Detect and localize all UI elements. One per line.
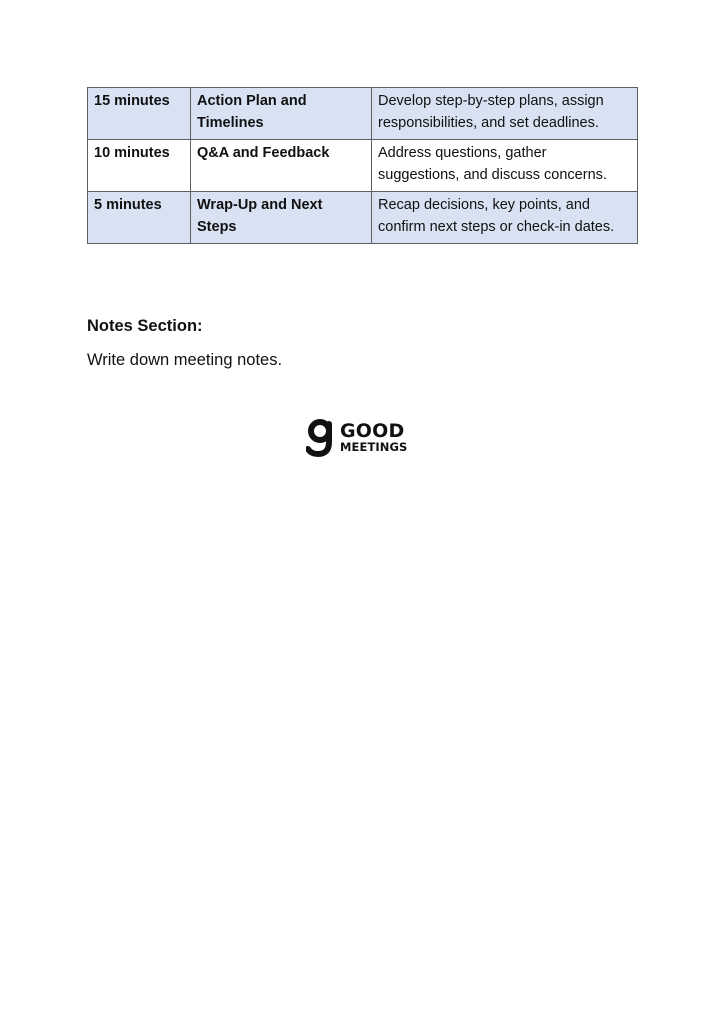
description-cell: Address questions, gather suggestions, and discuss concerns. — [372, 140, 638, 192]
topic-cell: Q&A and Feedback — [191, 140, 372, 192]
notes-heading: Notes Section: — [87, 317, 203, 335]
table-row — [88, 88, 638, 140]
time-cell: 10 minutes — [88, 140, 191, 192]
good-meetings-logo — [306, 418, 421, 458]
description-cell: Recap decisions, key points, and confirm next steps or check-in dates. — [372, 192, 638, 244]
topic-cell: Action Plan and Timelines — [191, 88, 372, 140]
agenda-table — [87, 87, 638, 244]
table-row — [88, 140, 638, 192]
topic-cell: Wrap-Up and Next Steps — [191, 192, 372, 244]
good-meetings-g-icon — [306, 418, 340, 458]
time-cell: 15 minutes — [88, 88, 191, 140]
logo-line-good: GOOD — [340, 420, 405, 442]
logo-wordmark — [340, 421, 407, 454]
logo-line-meetings: MEETINGS — [340, 440, 408, 454]
table-row — [88, 192, 638, 244]
time-cell: 5 minutes — [88, 192, 191, 244]
description-cell: Develop step-by-step plans, assign responsibilities, and set deadlines. — [372, 88, 638, 140]
notes-text: Write down meeting notes. — [87, 351, 283, 369]
